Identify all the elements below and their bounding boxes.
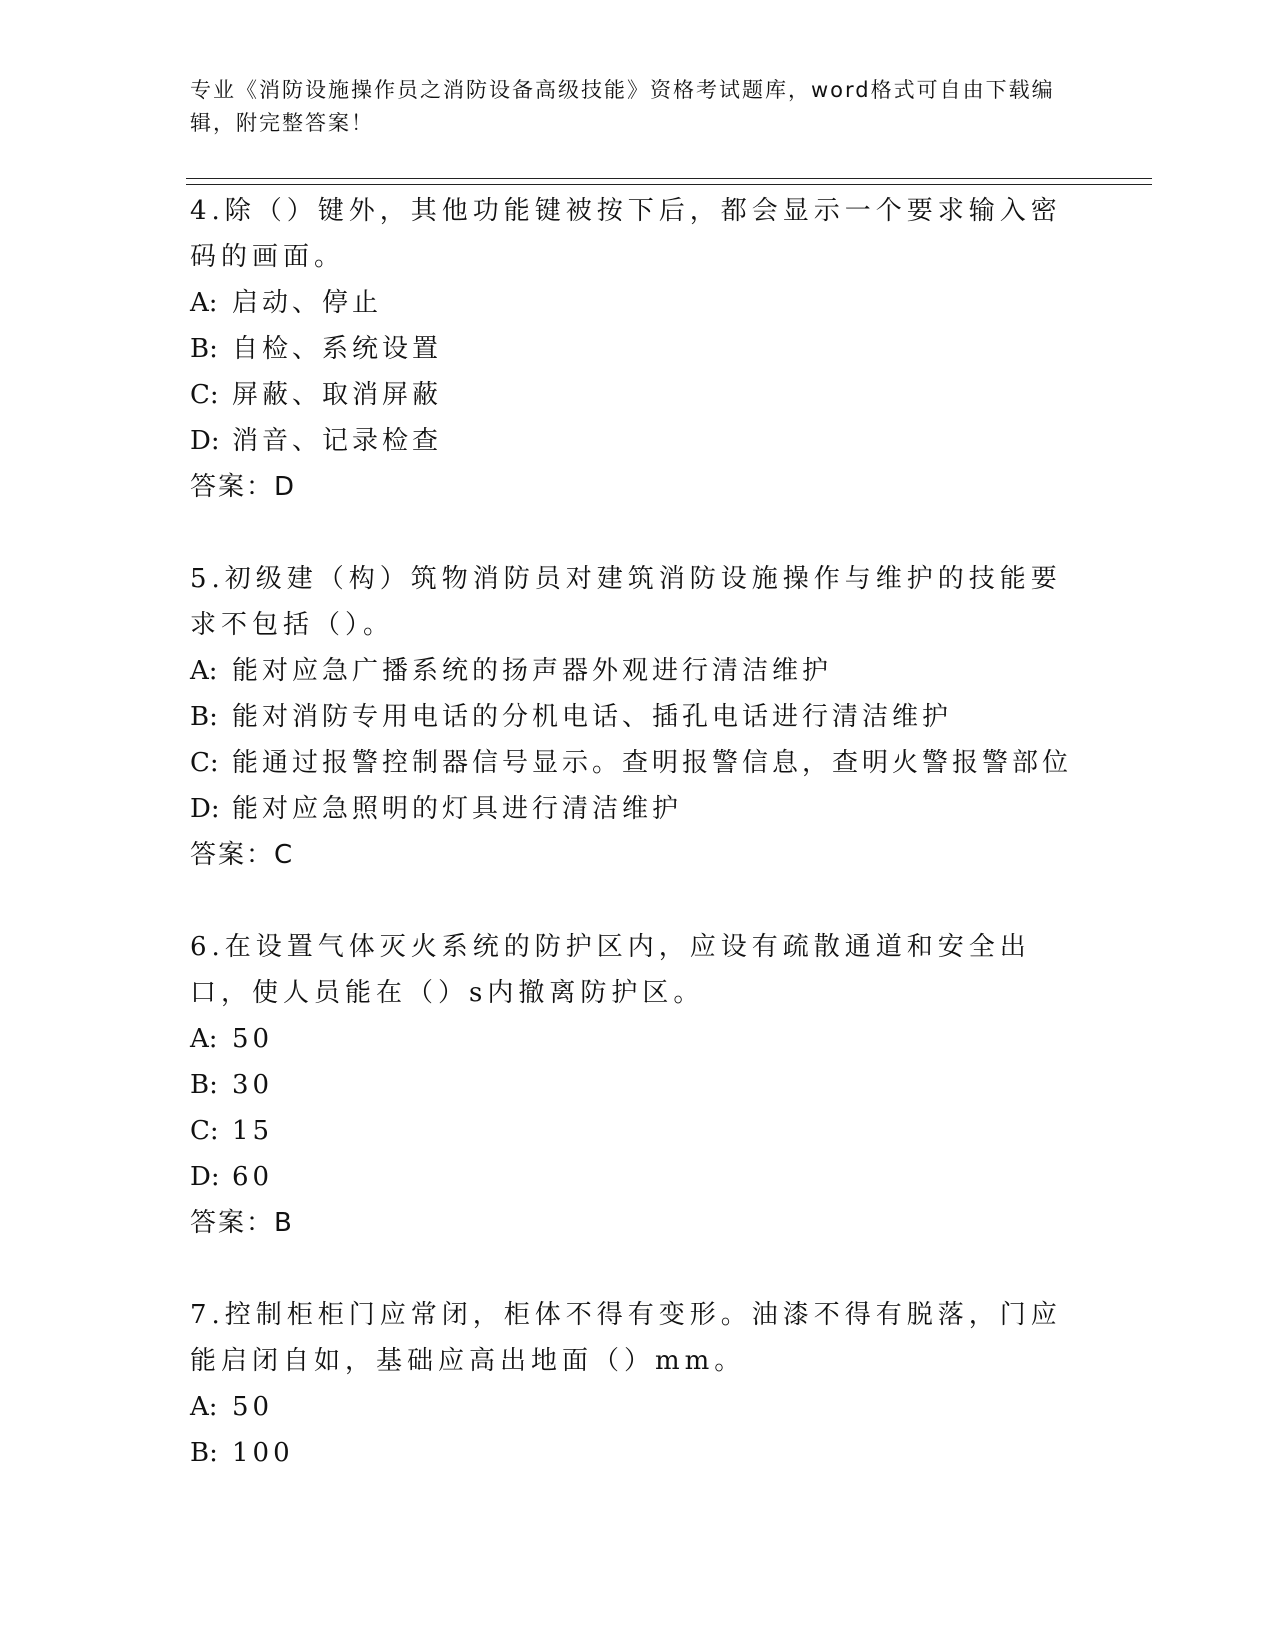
- option-c: C: 屏蔽、取消屏蔽: [190, 380, 443, 410]
- answer: 答案：D: [190, 472, 297, 502]
- question-6: [190, 924, 1070, 1246]
- option-b: B: 100: [190, 1438, 294, 1468]
- option-c: C: 15: [190, 1116, 274, 1146]
- option-d: D: 60: [190, 1162, 274, 1192]
- option-a: A: 能对应急广播系统的扬声器外观进行清洁维护: [190, 656, 833, 686]
- header-divider-bottom: [186, 184, 1152, 185]
- option-c: C: 能通过报警控制器信号显示。查明报警信息，查明火警报警部位: [190, 748, 1073, 778]
- option-d: D: 消音、记录检查: [190, 426, 443, 456]
- question-stem: 4.除（）键外，其他功能键被按下后，都会显示一个要求输入密码的画面。: [190, 196, 1062, 272]
- answer: 答案：B: [190, 1208, 294, 1238]
- question-list: [190, 188, 1073, 1522]
- option-b: B: 自检、系统设置: [190, 334, 443, 364]
- question-5: [190, 556, 1073, 878]
- option-a: A: 启动、停止: [190, 288, 383, 318]
- answer: 答案：C: [190, 840, 295, 870]
- question-7: [190, 1292, 1070, 1476]
- question-stem: 5.初级建（构）筑物消防员对建筑消防设施操作与维护的技能要求不包括（）。: [190, 564, 1062, 640]
- option-a: A: 50: [190, 1392, 274, 1422]
- option-b: B: 能对消防专用电话的分机电话、插孔电话进行清洁维护: [190, 702, 953, 732]
- question-stem: 6.在设置气体灭火系统的防护区内，应设有疏散通道和安全出口，使人员能在（）s内撤离防护区。: [190, 932, 1031, 1008]
- option-b: B: 30: [190, 1070, 274, 1100]
- question-stem: 7.控制柜柜门应常闭，柜体不得有变形。油漆不得有脱落，门应能启闭自如，基础应高出地面（）mm。: [190, 1300, 1062, 1376]
- question-4: [190, 188, 1070, 510]
- option-d: D: 能对应急照明的灯具进行清洁维护: [190, 794, 683, 824]
- header-divider-top: [186, 178, 1152, 179]
- option-a: A: 50: [190, 1024, 274, 1054]
- document-header: 专业《消防设施操作员之消防设备高级技能》资格考试题库，word格式可自由下载编辑，附完整答案！: [190, 78, 1055, 135]
